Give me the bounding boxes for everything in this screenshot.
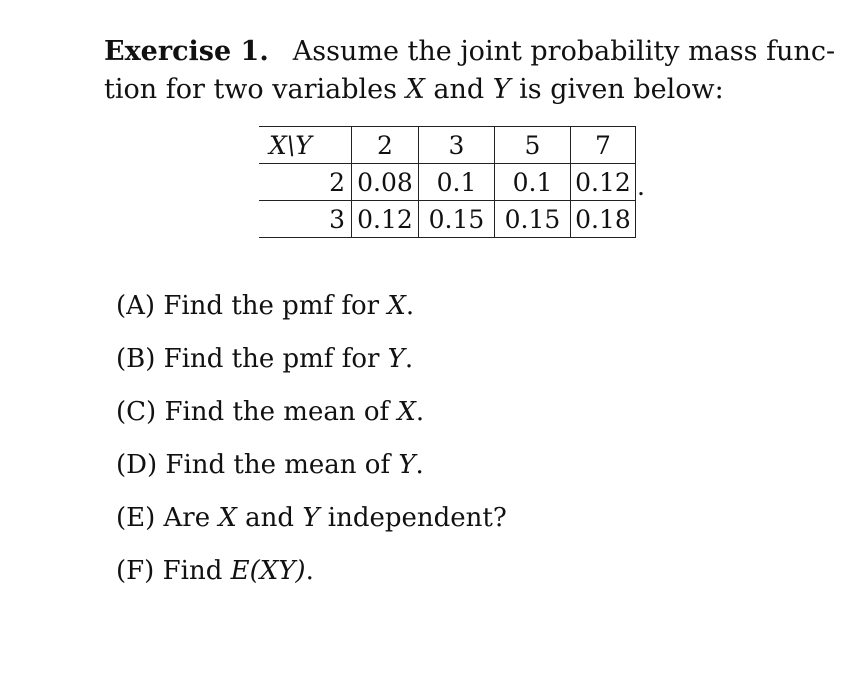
table-corner-label	[259, 127, 352, 164]
joint-pmf-table	[259, 126, 636, 238]
statement-text-1: Assume the joint probability mass func-	[292, 36, 836, 67]
question-text: (C) Find the mean of	[116, 397, 398, 427]
question-text: (A) Find the pmf for	[116, 291, 388, 321]
statement-line-2	[104, 71, 804, 109]
question-variable: Y	[302, 503, 320, 533]
variable-y: Y	[492, 74, 511, 105]
question-variable: Y	[398, 450, 416, 480]
question-variable: X	[218, 503, 237, 533]
question-text: independent?	[319, 503, 507, 533]
question-text: and	[236, 503, 303, 533]
question-b	[116, 339, 507, 392]
question-punct: .	[305, 556, 314, 586]
exercise-statement	[104, 33, 836, 109]
table-cell: 0.1	[495, 164, 571, 201]
question-variable: X	[387, 291, 406, 321]
statement-text-2c: is given below:	[510, 74, 724, 105]
table-cell: 0.08	[352, 164, 419, 201]
table-cell: 0.1	[419, 164, 495, 201]
column-header: 3	[419, 127, 495, 164]
column-header: 5	[495, 127, 571, 164]
column-header: 2	[352, 127, 419, 164]
question-c	[116, 392, 507, 445]
question-list	[116, 286, 507, 604]
row-header: 2	[259, 164, 352, 201]
question-f	[116, 551, 507, 604]
table-cell: 0.12	[571, 164, 636, 201]
question-text: (D) Find the mean of	[116, 450, 399, 480]
question-expression: E(XY)	[230, 556, 306, 586]
question-a	[116, 286, 507, 339]
question-variable: X	[397, 397, 416, 427]
exercise-label: Exercise 1.	[104, 36, 269, 67]
statement-text-2b: and	[424, 74, 493, 105]
question-e	[116, 498, 507, 551]
table-cell: 0.12	[352, 201, 419, 238]
table-trailing-period: .	[637, 172, 645, 201]
question-text: (B) Find the pmf for	[116, 344, 388, 374]
statement-text-2a: tion for two variables	[104, 74, 406, 105]
question-text: (F) Find	[116, 556, 231, 586]
table-row	[259, 201, 636, 238]
question-d	[116, 445, 507, 498]
table-row	[259, 164, 636, 201]
question-variable: Y	[387, 344, 405, 374]
question-punct: .	[415, 450, 424, 480]
variable-x: X	[405, 74, 425, 105]
table-header-row	[259, 127, 636, 164]
column-header: 7	[571, 127, 636, 164]
table-cell: 0.15	[419, 201, 495, 238]
corner-text: X\Y	[269, 130, 312, 160]
question-punct: .	[405, 291, 415, 321]
row-header: 3	[259, 201, 352, 238]
question-text: (E) Are	[116, 503, 219, 533]
table-cell: 0.18	[571, 201, 636, 238]
question-punct: .	[415, 397, 425, 427]
statement-line-1	[104, 33, 836, 71]
question-punct: .	[404, 344, 414, 374]
table-cell: 0.15	[495, 201, 571, 238]
